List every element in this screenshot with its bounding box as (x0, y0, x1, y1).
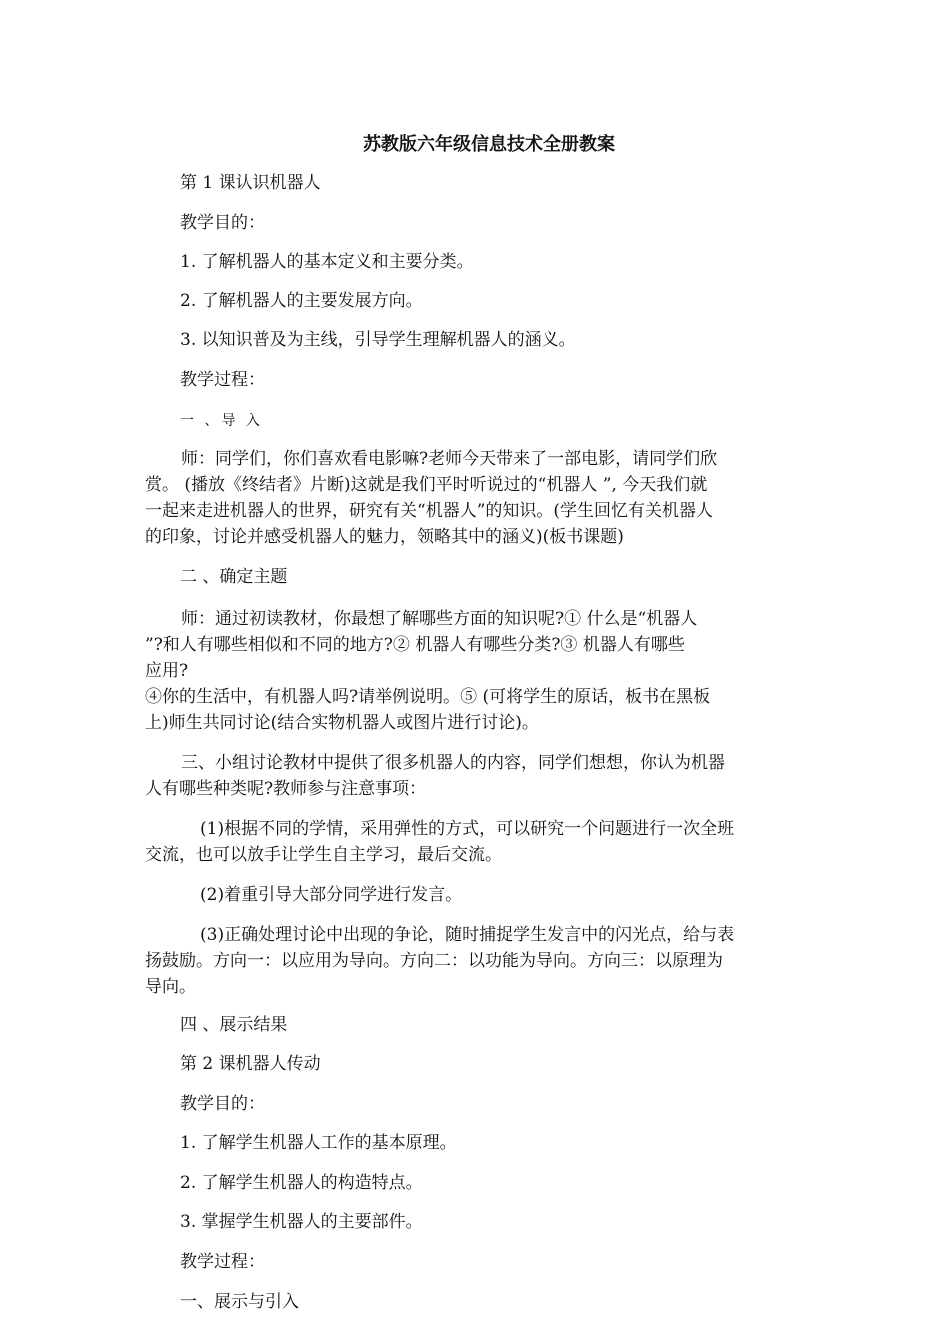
lesson1-section-1-heading: 一 、导 入 (180, 413, 263, 429)
lesson1-section-1-paragraph (145, 446, 810, 550)
paragraph-line: 交流，也可以放手让学生自主学习，最后交流。 (145, 845, 502, 865)
lesson2-goal-3: 3. 掌握学生机器人的主要部件。 (180, 1212, 423, 1232)
lesson1-goal-3: 3. 以知识普及为主线，引导学生理解机器人的涵义。 (180, 330, 576, 350)
paragraph-line: ④你的生活中，有机器人吗?请举例说明。⑤ (可将学生的原话，板书在黑板 (145, 687, 711, 707)
paragraph-line: ”?和人有哪些相似和不同的地方?② 机器人有哪些分类?③ 机器人有哪些 (145, 635, 685, 655)
paragraph-line: (1)根据不同的学情，采用弹性的方式，可以研究一个问题进行一次全班 (200, 819, 735, 839)
lesson1-note-3 (145, 922, 810, 1000)
paragraph-line: 师：通过初读教材，你最想了解哪些方面的知识呢?① 什么是“机器人 (181, 609, 698, 629)
lesson1-note-2 (145, 882, 810, 908)
paragraph-line: 上)师生共同讨论(结合实物机器人或图片进行讨论)。 (145, 713, 539, 733)
paragraph-line: 扬鼓励。方向一：以应用为导向。方向二：以功能为导向。方向三：以原理为 (145, 951, 723, 971)
lesson1-section-3-paragraph (145, 750, 810, 802)
paragraph-line: 一起来走进机器人的世界，研究有关“机器人”的知识。(学生回忆有关机器人 (145, 501, 714, 521)
lesson1-process-label: 教学过程： (180, 370, 265, 390)
lesson2-goal-2: 2. 了解学生机器人的构造特点。 (180, 1173, 423, 1193)
paragraph-line: 师：同学们，你们喜欢看电影嘛?老师今天带来了一部电影，请同学们欣 (181, 449, 718, 469)
paragraph-line: 的印象，讨论并感受机器人的魅力，领略其中的涵义)(板书课题) (145, 527, 624, 547)
lesson1-heading: 第 1 课认识机器人 (180, 173, 321, 193)
lesson2-goal-1: 1. 了解学生机器人工作的基本原理。 (180, 1133, 457, 1153)
paragraph-line: 赏。 (播放《终结者》片断)这就是我们平时听说过的“机器人 ”, 今天我们就 (145, 475, 708, 495)
paragraph-line: 人有哪些种类呢?教师参与注意事项： (145, 779, 427, 799)
lesson1-section-4-heading: 四 、展示结果 (180, 1015, 288, 1035)
lesson1-goal-1: 1. 了解机器人的基本定义和主要分类。 (180, 252, 474, 272)
paragraph-line: 三、小组讨论教材中提供了很多机器人的内容，同学们想想，你认为机器 (181, 753, 725, 773)
lesson1-goal-2: 2. 了解机器人的主要发展方向。 (180, 291, 423, 311)
lesson1-note-1 (145, 816, 810, 868)
lesson2-goals-label: 教学目的： (180, 1094, 265, 1114)
lesson2-section-1-heading: 一、展示与引入 (180, 1292, 299, 1312)
paragraph-line: 应用? (145, 661, 189, 681)
lesson2-heading: 第 2 课机器人传动 (180, 1054, 321, 1074)
lesson1-section-2-paragraph (145, 606, 810, 736)
paragraph-line: (3)正确处理讨论中出现的争论，随时捕捉学生发言中的闪光点，给与表 (200, 925, 735, 945)
paragraph-line: (2)着重引导大部分同学进行发言。 (200, 885, 463, 905)
lesson1-goals-label: 教学目的： (180, 213, 265, 233)
document-title: 苏教版六年级信息技术全册教案 (363, 134, 615, 155)
lesson2-process-label: 教学过程： (180, 1252, 265, 1272)
paragraph-line: 导向。 (145, 977, 196, 997)
lesson1-section-2-heading: 二 、确定主题 (180, 567, 288, 587)
